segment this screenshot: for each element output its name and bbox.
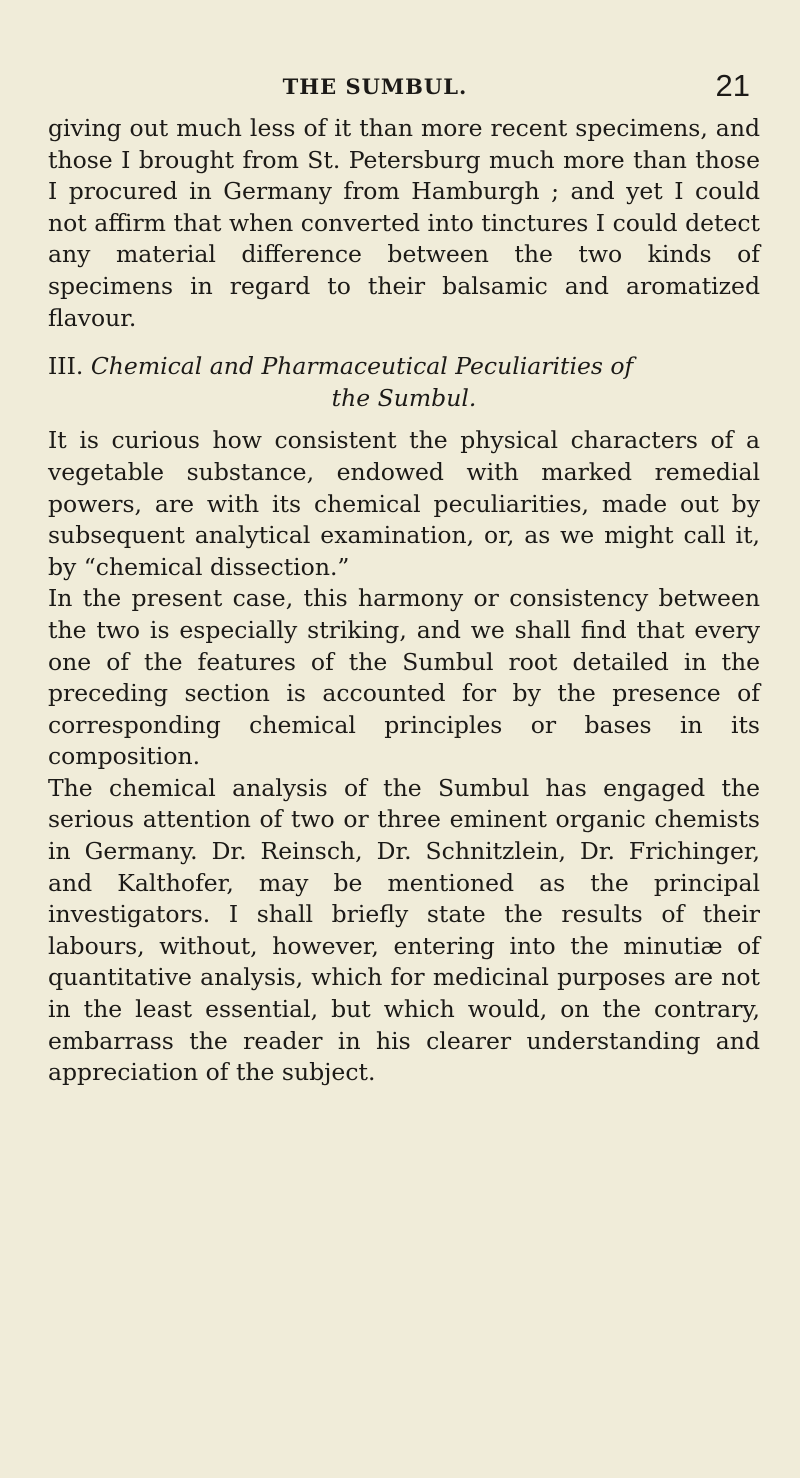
paragraph: In the present case, this harmony or consistency between the two is especially striking, and we shall find that every one of the features of the Sumbul root detailed in the preceding section is accounted for by the presence of corresponding chemical principles or bases in its composition. [48,584,760,771]
running-head [50,70,750,104]
paragraph-continued: giving out much less of it than more recent specimens, and those I brought from St. Petersburg much more than those I procured in Germany from Hamburgh ; and yet I could not affirm that when converted into tinctures I could detect any material difference between the two kinds of specimens in regard to their balsamic and aromatized flavour. [48,114,760,332]
section-number: III. [48,352,84,381]
page-number: 21 [715,68,750,103]
body-text [48,113,760,1089]
section-title-line-2: the Sumbul. [331,383,477,412]
paragraph: It is curious how consistent the physical characters of a vegetable substance, endowed with marked remedial powers, are with its chemical peculiarities, made out by subsequent analytical examination, or, as we might call it, by “chemical dissection.” [48,426,760,581]
section-title-line-1: Chemical and Pharmaceutical Peculiarities of [90,352,634,381]
paragraph: The chemical analysis of the Sumbul has engaged the serious attention of two or three eminent organic chemists in Germany. Dr. Reinsch, Dr. Schnitzlein, Dr. Frichinger, and Kalthofer, may be mentioned as the principal investigators. I shall briefly state the results of their labours, without, however, entering into the minutiæ of quantitative analysis, which for medicinal purposes are not in the least essential, but which would, on the contrary, embarrass the reader in his clearer understanding and appreciation of the subject. [48,773,760,1087]
running-title: THE SUMBUL. [282,74,468,99]
section-heading [48,351,760,414]
